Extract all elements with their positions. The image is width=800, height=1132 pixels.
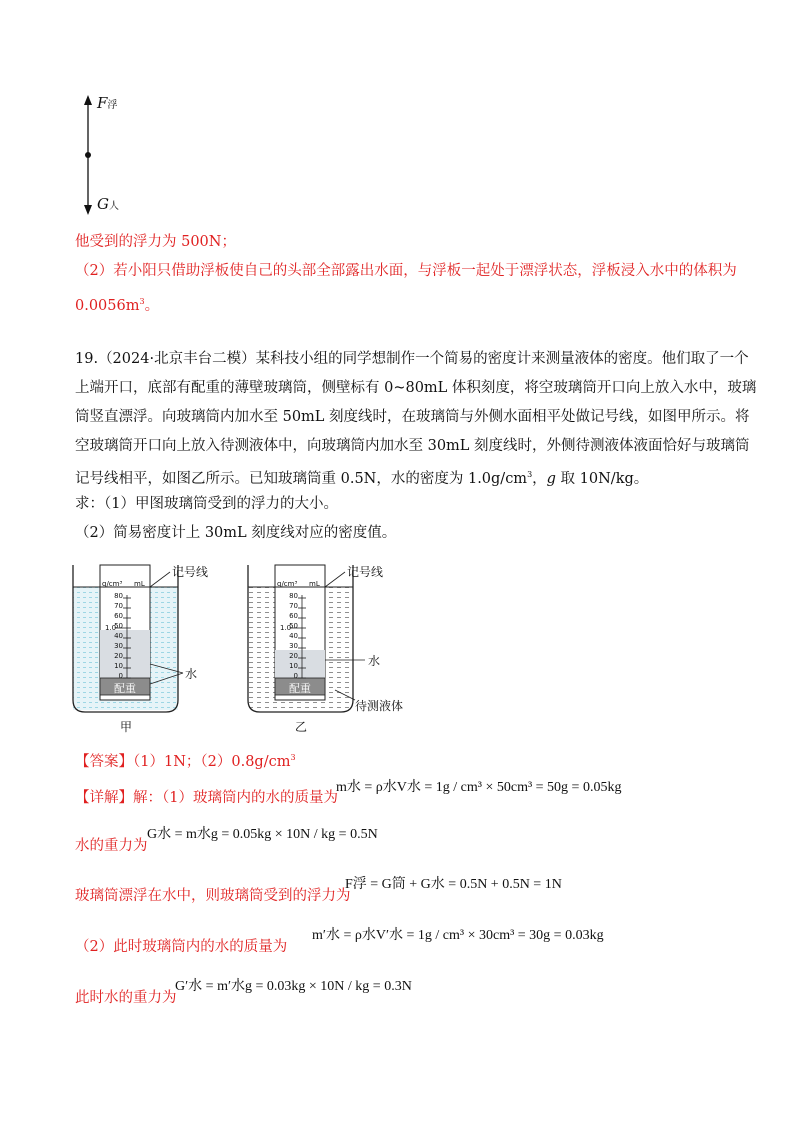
scale-tick-label: 70 [289, 602, 298, 610]
experiment-figure [65, 560, 445, 735]
left-caption: 甲 [120, 720, 133, 734]
question-number: 19. [75, 351, 99, 367]
left-unit-density: g/cm³ [102, 580, 123, 588]
left-mark-label: 记号线 [172, 565, 209, 579]
scale-tick-label: 0 [118, 672, 123, 680]
question-line5: 记号线相平，如图乙所示。已知玻璃筒重 0.5N，水的密度为 $1.0g/cm^3$，g 取 10N/kg。 [75, 470, 649, 487]
formula-5: G′水 = m′水g = 0.03kg × 10N / kg = 0.3N [175, 979, 412, 994]
formula-3: F浮 = G筒 + G水 = 0.5N + 0.5N = 1N [345, 877, 562, 892]
right-unit-density: g/cm³ [277, 580, 298, 588]
buoyancy-label: F浮 [97, 94, 118, 112]
force-diagram [70, 90, 150, 220]
question-line1: 19.（2024·北京丰台二模）某科技小组的同学想制作一个简易的密度计来测量液体的密度。他们取了一个 [75, 351, 749, 367]
scale-tick-label: 0 [293, 672, 298, 680]
question-ask1: 求：（1）甲图玻璃筒受到的浮力的大小。 [75, 496, 338, 512]
scale-tick-label: 30 [114, 642, 123, 650]
scale-tick-label: 60 [114, 612, 123, 620]
scale-tick-label: 80 [289, 592, 298, 600]
left-unit-volume: mL [134, 580, 145, 588]
left-density-tick: 1.0 [105, 624, 117, 632]
scale-tick-label: 50 [114, 622, 123, 630]
scale-tick-label: 80 [114, 592, 123, 600]
right-mark-label: 记号线 [347, 565, 384, 579]
prev-answer-line1: 他受到的浮力为 500N； [75, 234, 236, 250]
scale-tick-label: 20 [114, 652, 123, 660]
solution-line4: （2）此时玻璃筒内的水的质量为 [75, 939, 288, 955]
gravity-label: G人 [97, 195, 119, 213]
scale-tick-label: 20 [289, 652, 298, 660]
right-liquid-label: 待测液体 [355, 699, 404, 713]
right-density-tick: 1.0 [280, 624, 292, 632]
left-water-label: 水 [185, 667, 198, 681]
answer-label: 【答案】 [75, 754, 133, 770]
question-source: （2024·北京丰台二模） [98, 351, 256, 367]
right-caption: 乙 [295, 720, 308, 734]
scale-tick-label: 60 [289, 612, 298, 620]
scale-tick-label: 40 [114, 632, 123, 640]
right-weight-label: 配重 [289, 682, 311, 695]
question-line3: 筒竖直漂浮。向玻璃筒内加水至 50mL 刻度线时，在玻璃筒与外侧水面相平处做记号线，如图甲所示。将 [75, 409, 750, 425]
formula-1: m水 = ρ水V水 = 1g / cm³ × 50cm³ = 50g = 0.05kg [336, 780, 622, 795]
solution-line5: 此时水的重力为 [75, 990, 177, 1006]
formula-2: G水 = m水g = 0.05kg × 10N / kg = 0.5N [147, 827, 378, 842]
solution-intro: 【详解】解：（1）玻璃筒内的水的质量为 [75, 790, 338, 806]
left-weight-label: 配重 [114, 682, 136, 695]
question-line4: 空玻璃筒开口向上放入待测液体中，向玻璃筒内加水至 30mL 刻度线时，外侧待测液体液面恰好与玻璃筒 [75, 438, 750, 454]
right-water-label: 水 [368, 654, 381, 668]
answer-line: 【答案】（1）1N；$(2)0.8g/cm^3$ [75, 753, 296, 770]
right-unit-volume: mL [309, 580, 320, 588]
scale-tick-label: 10 [114, 662, 123, 670]
solution-line2: 水的重力为 [75, 838, 148, 854]
solution-line3: 玻璃筒漂浮在水中，则玻璃筒受到的浮力为 [75, 888, 351, 904]
scale-tick-label: 30 [289, 642, 298, 650]
scale-tick-label: 10 [289, 662, 298, 670]
question-ask2: （2）简易密度计上 30mL 刻度线对应的密度值。 [75, 525, 397, 541]
formula-4: m′水 = ρ水V′水 = 1g / cm³ × 30cm³ = 30g = 0.03kg [312, 928, 604, 943]
solution-label: 【详解】 [75, 790, 133, 806]
prev-answer-line3: $0.0056m^3$。 [75, 297, 160, 314]
scale-tick-label: 40 [289, 632, 298, 640]
question-line2: 上端开口，底部有配重的薄壁玻璃筒，侧壁标有 0~80mL 体积刻度，将空玻璃筒开口向上放入水中，玻璃 [75, 380, 757, 396]
scale-tick-label: 70 [114, 602, 123, 610]
prev-answer-line2: （2）若小阳只借助浮板使自己的头部全部露出水面，与浮板一起处于漂浮状态，浮板浸入水中的体积为 [75, 263, 737, 279]
scale-tick-label: 50 [289, 622, 298, 630]
